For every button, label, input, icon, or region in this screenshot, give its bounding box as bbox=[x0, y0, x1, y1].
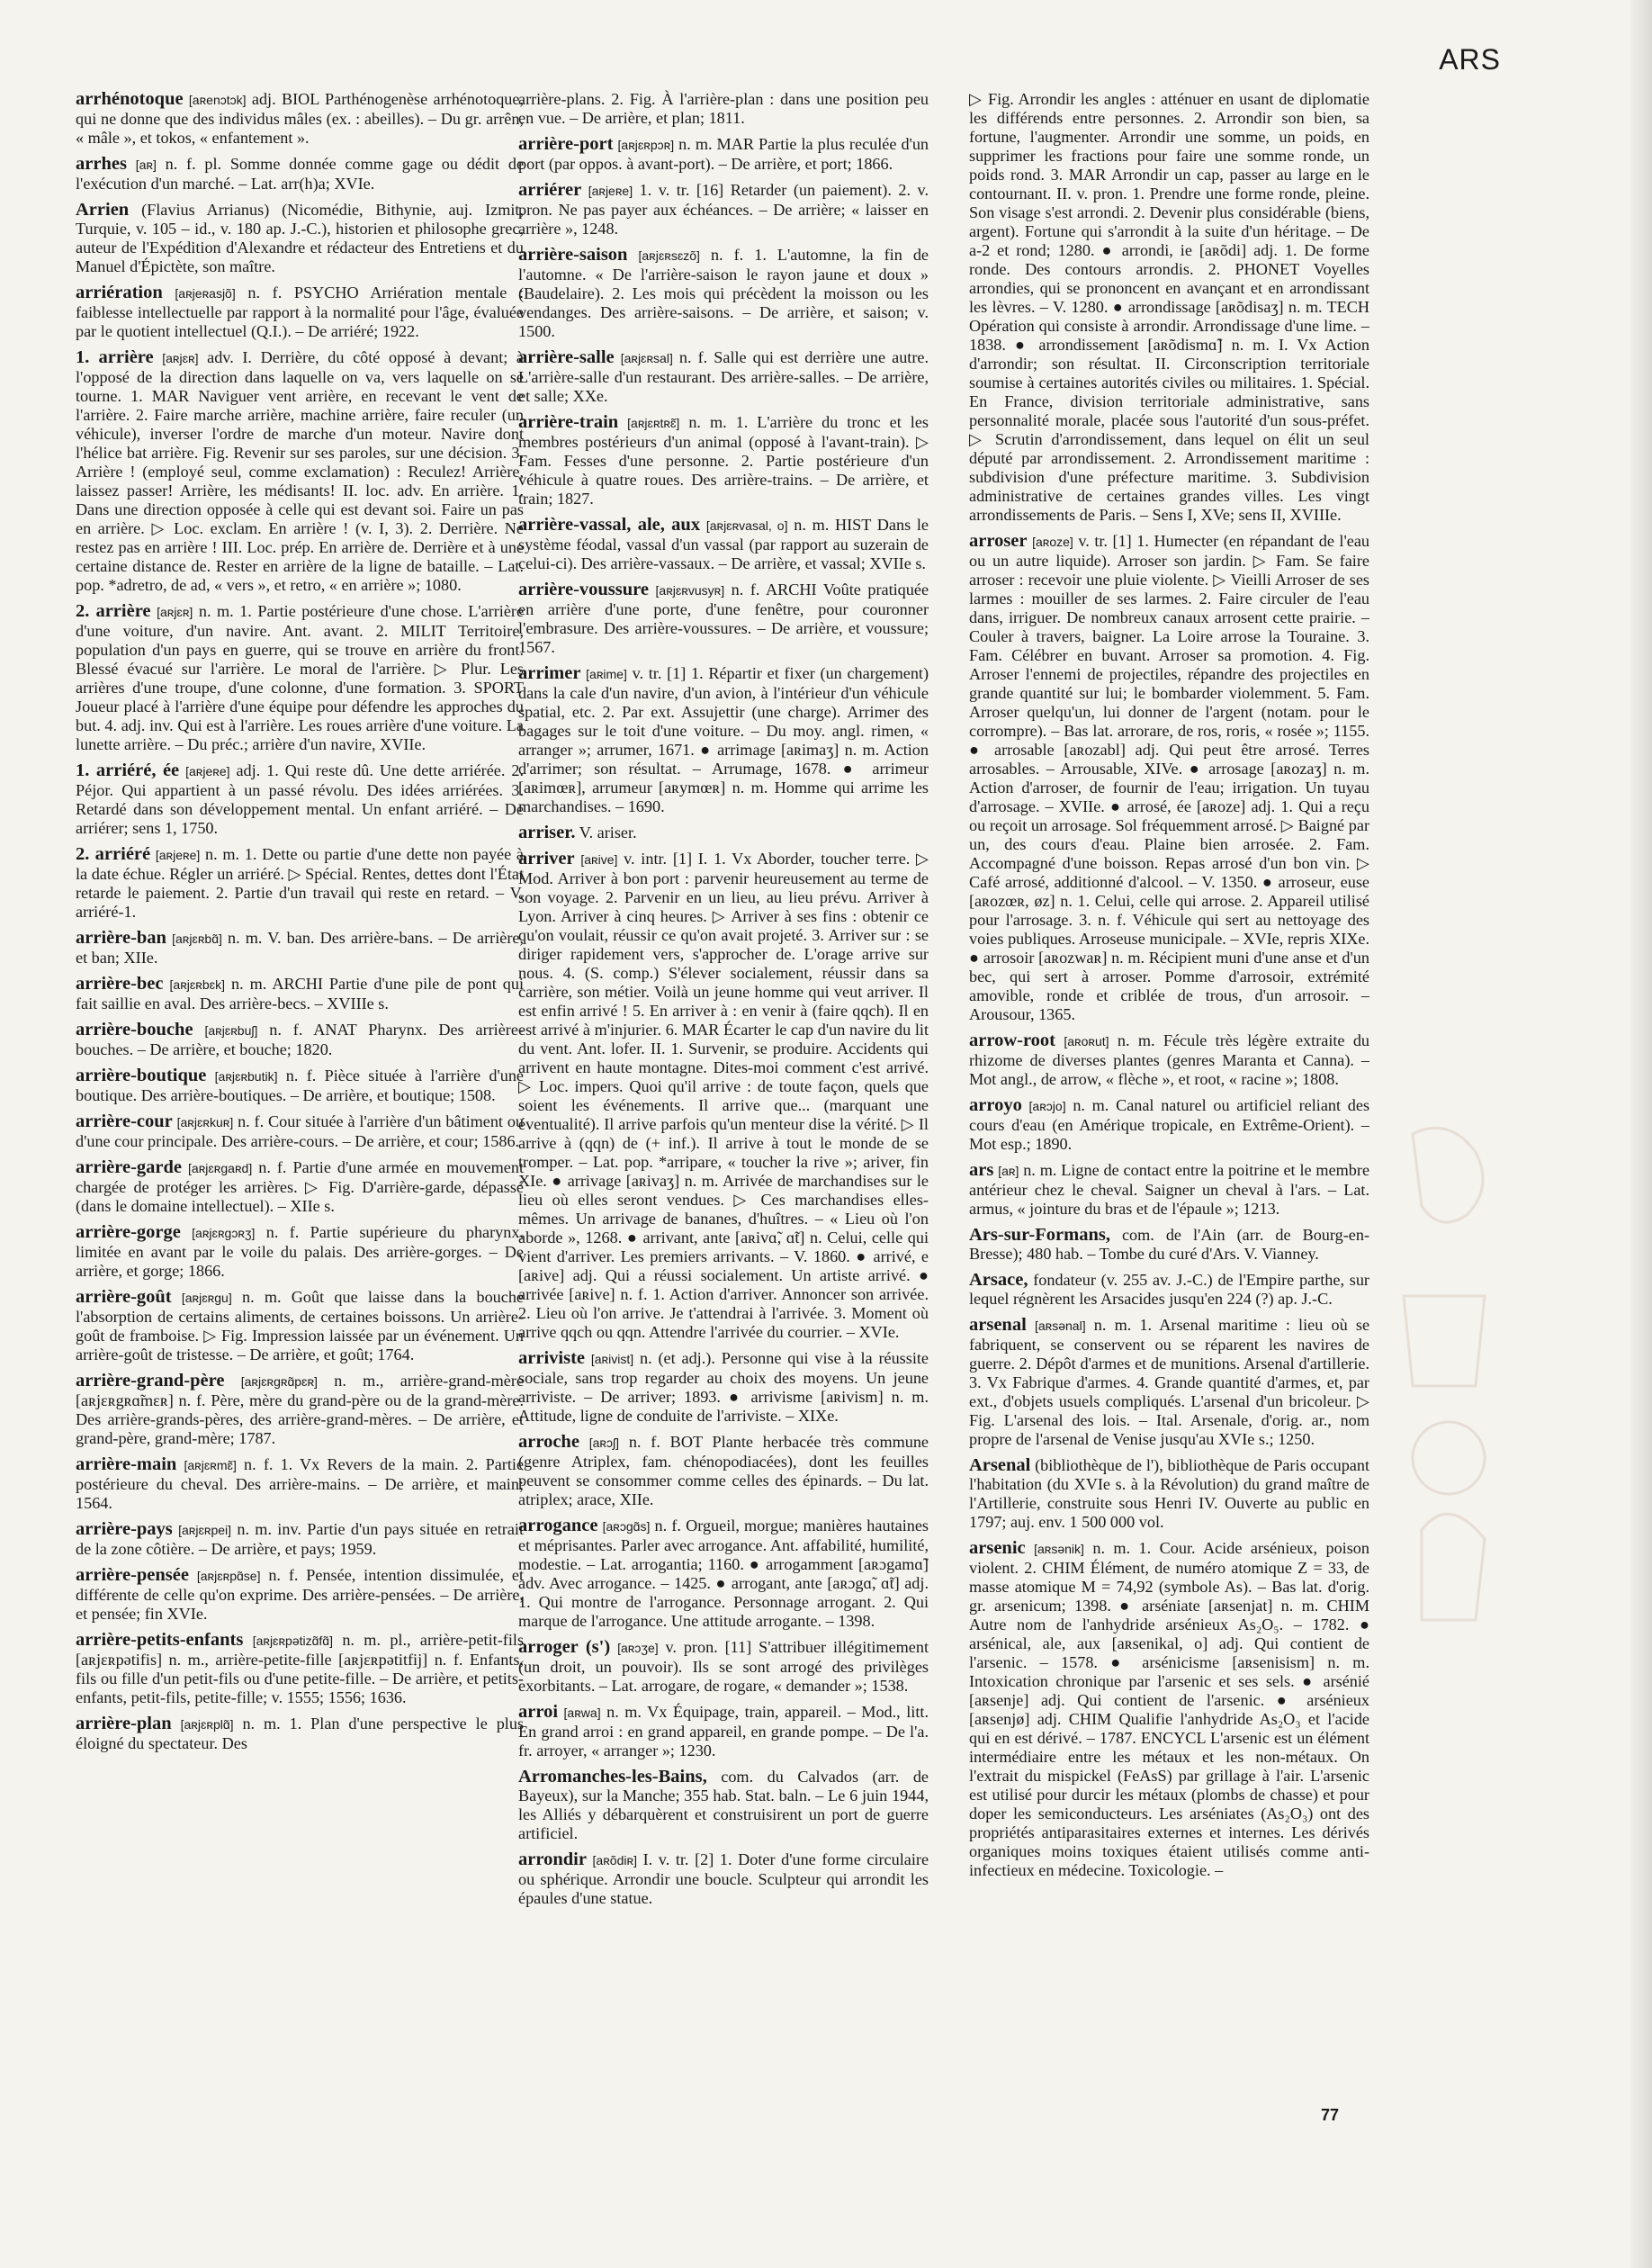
entry-pronunciation: [aʀive] bbox=[580, 852, 618, 867]
dictionary-entry bbox=[518, 516, 929, 573]
dictionary-entry bbox=[518, 413, 929, 508]
entry-definition: n. f. Pièce située à l'arrière d'une boutique. Des arrière-boutiques. – De arrière, et boutique; 1508. bbox=[76, 1066, 524, 1104]
dictionary-entry bbox=[969, 1096, 1369, 1154]
dictionary-entry bbox=[518, 135, 929, 174]
dictionary-entry bbox=[76, 1372, 524, 1448]
entry-pronunciation: [aʀjɛʀgʀɑ̃pɛʀ] bbox=[240, 1374, 318, 1389]
entry-headword: arrière-pays bbox=[76, 1519, 173, 1539]
entry-definition: (bibliothèque de l'), bibliothèque de Paris occupant l'habitation (du XVIe s. à la Révolution) du grand maître de l'Artillerie, construite sous Henri IV. Ouverte au public en 1797; auj. env. 1 500 000 vol. bbox=[969, 1456, 1369, 1531]
entry-pronunciation: [aʀjɛʀvasal, o] bbox=[705, 518, 788, 533]
entry-headword: arrhes bbox=[76, 154, 127, 174]
dictionary-entry bbox=[518, 90, 929, 128]
entry-definition: n. m. Canal naturel ou artificiel reliant des cours d'eau (en Amérique tropicale, en Extrême-Orient). – Mot esp.; 1890. bbox=[969, 1096, 1369, 1153]
column-2 bbox=[518, 90, 929, 2110]
entry-definition: n. (et adj.). Personne qui vise à la réussite sociale, sans trop regarder au choix des moyens. Un jeune arriviste. – De arriver; 1893. ● arrivisme [aʀivism] n. m. Attitude, ligne de conduite de l'arriviste. – XIXe. bbox=[518, 1349, 929, 1425]
entry-definition: n. m. Fécule très légère extraite du rhizome de diverses plantes (genres Maranta et Canna). – Mot angl., de arrow, « flèche », et root, « racine »; 1808. bbox=[969, 1031, 1369, 1088]
dictionary-entry bbox=[76, 761, 524, 838]
dictionary-entry bbox=[518, 850, 929, 1342]
entry-pronunciation: [aʀɔjo] bbox=[1028, 1099, 1066, 1113]
entry-definition: v. tr. [1] 1. Répartir et fixer (un chargement) dans la cale d'un navire, d'un avion, à l'intérieur d'un véhicule spatial, etc. 2. Par ext. Assujettir (une charge). Arrimer des bagages sur le toit d'une voiture. – Du moy. angl. rimen, « arranger »; arrumer, 1671. ● arrimage [aʀimaʒ] n. m. Action d'arrimer; son résultat. – Arrumage, 1678. ● arrimeur [aʀimœʀ], arrumeur [aʀymœʀ] n. m. Homme qui arrime les marchandises. – 1690. bbox=[518, 664, 929, 815]
dictionary-entry bbox=[518, 181, 929, 238]
entry-definition: n. f. Partie d'une armée en mouvement chargée de protéger les arrières. ▷ Fig. D'arrière-garde, dépassé (dans le domaine intellectuel). – XIIe s. bbox=[76, 1158, 524, 1215]
entry-definition: n. f. Orgueil, morgue; manières hautaines et méprisantes. Parler avec arrogance. Ant. affabilité, humilité, modestie. – Lat. arrogantia; 1160. ● arrogamment [aʀɔgamɑ̃] adv. Avec arrogance. – 1425. ● arrogant, ante [aʀɔgɑ̃, ɑ̃t] adj. 1. Qui montre de l'arrogance. Personnage arrogant. 2. Qui marque de l'arrogance. Une attitude arrogante. – 1398. bbox=[518, 1516, 929, 1630]
dictionary-entry bbox=[76, 1223, 524, 1281]
dictionary-entry bbox=[76, 1455, 524, 1513]
entry-definition: adj. BIOL Parthénogenèse arrhénotoque, qui ne donne que des individus mâles (ex. : abeilles). – Du gr. arrên, « mâle », et tokos, « enfantement ». bbox=[76, 90, 524, 147]
dictionary-entry bbox=[76, 155, 524, 194]
entry-pronunciation: [aʀjɛʀtʀɛ̃] bbox=[627, 416, 680, 430]
entry-pronunciation: [aʀjɛʀgaʀd] bbox=[188, 1161, 253, 1175]
dictionary-entry bbox=[969, 1161, 1369, 1219]
dictionary-entry bbox=[969, 1271, 1369, 1309]
entry-definition: fondateur (v. 255 av. J.-C.) de l'Empire parthe, sur lequel régnèrent les Arsacides jusqu'en 224 (?) ap. J.-C. bbox=[969, 1271, 1369, 1308]
entry-pronunciation: [aʀsənal] bbox=[1034, 1318, 1086, 1333]
dictionary-entry bbox=[76, 1288, 524, 1364]
entry-definition: n. m., arrière-grand-mère [aʀjɛʀgʀɑ̃mɛʀ] n. f. Père, mère du grand-père ou de la grand-mère. Des arrière-grands-pères, des arrière-grand-mères. – De arrière, et grand-père, grand-mère; 1787. bbox=[76, 1372, 524, 1447]
entry-pronunciation: [aʀsənik] bbox=[1034, 1542, 1084, 1556]
dictionary-entry bbox=[518, 1349, 929, 1426]
entry-pronunciation: [aʀjeʀasjõ] bbox=[175, 286, 236, 301]
entry-definition: n. m. 1. Arsenal maritime : lieu où se fabriquent, se conservent ou se réparent les navires de guerre. 2. Dépôt d'armes et de munitions. Arsenal d'artillerie. 3. Vx Fabrique d'armes. 4. Grande quantité d'armes, et, par ext., d'objets usuels compliqués. L'arsenal d'un bricoleur. ▷ Fig. L'arsenal des lois. – Ital. Arsenale, d'orig. ar., nom propre de l'arsenal de Venise jusqu'au XVIe s.; 1250. bbox=[969, 1316, 1369, 1448]
dictionary-entry bbox=[518, 580, 929, 657]
entry-pronunciation: [aʀoʀut] bbox=[1064, 1034, 1109, 1048]
entry-headword: arrow-root bbox=[969, 1030, 1056, 1050]
entry-headword: arsenic bbox=[969, 1538, 1026, 1558]
entry-definition: 1. v. tr. [16] Retarder (un paiement). 2. v. pron. Ne pas payer aux échéances. – De arrière; « laisser en arrière », 1248. bbox=[518, 181, 929, 238]
dictionary-entry bbox=[969, 90, 1369, 525]
entry-headword: arrière-cour bbox=[76, 1112, 173, 1131]
entry-definition: n. f. 1. Vx Revers de la main. 2. Partie postérieure du cheval. Des arrière-mains. – De arrière, et main; 1564. bbox=[76, 1455, 524, 1512]
dictionary-entry bbox=[518, 348, 929, 406]
entry-definition: v. intr. [1] I. 1. Vx Aborder, toucher terre. ▷ Mod. Arriver à bon port : parvenir heureusement au terme de son voyage. 2. Parvenir en un lieu, au lieu prévu. Arriver à Lyon. Arriver à cinq heures. ▷ Arriver à ses fins : obtenir ce qu'on voulait, réussir ce qu'on avait projeté. 3. Arriver sur : se diriger rapidement vers, s'approcher de. L'orage arrive sur nous. 4. (S. comp.) S'élever socialement, réussir dans sa carrière, son métier. Voilà un jeune homme qui veut arriver. Il est enfin arrivé ! 5. En arriver à : en venir à (faire qqch). Il en est arrivé à m'injurier. 6. MAR Écarter le cap d'un navire du lit du vent. Ant. lofer. II. 1. Survenir, se produire. Accidents qui arrivent en haute montagne. Dites-moi comment c'est arrivé. ▷ Loc. impers. Quoi qu'il arrive : de toute façon, quels que soient les événements. Il arrive que... (marquant une éventualité). Il arrive parfois qu'un menteur dise la vérité. ▷ Il arrive à (qqn) de (+ inf.). Il arrive à tout le monde de se tromper. – Lat. pop. *arripare, « toucher la rive »; ariver, fin XIe. ● arrivage [aʀivaʒ] n. m. Arrivée de marchandises sur le lieu où elles seront vendues. ▷ Ces marchandises elles-mêmes. Un arrivage de bananes, d'huîtres. – « Lieu où l'on aborde », 1268. ● arrivant, ante [aʀivɑ̃, ɑ̃t] n. Celui, celle qui vient d'arriver. Les premiers arrivants. – V. 1860. ● arrivé, e [aʀive] adj. Qui a réussi socialement. Un artiste arrivé. ● arrivée [aʀive] n. f. 1. Action d'arriver. Annoncer son arrivée. 2. Lieu où l'on arrive. Je t'attendrai à l'arrivée. 3. Moment où arrive qqch ou qqn. Attendre l'arrivée du courrier. – XVIe. bbox=[518, 850, 929, 1341]
entry-headword: arrière-ban bbox=[76, 928, 166, 948]
entry-pronunciation: [aʀjɛʀbɛk] bbox=[169, 977, 225, 992]
entry-definition: n. f. pl. Somme donnée comme gage ou dédit de l'exécution d'un marché. – Lat. arr(h)a; XVIe. bbox=[76, 155, 524, 193]
entry-definition: n. m. pl., arrière-petit-fils [aʀjɛʀpətifis] n. m., arrière-petite-fille [aʀjɛʀpətitfij] n. f. Enfants, fils ou fille d'un petit-fils ou d'une petite-fille. – De arrière, et petits-enfants, petit-fils, petite-fille; v. 1555; 1556; 1636. bbox=[76, 1631, 524, 1706]
entry-headword: arrimer bbox=[518, 663, 581, 683]
entry-headword: 2. arrière bbox=[76, 601, 151, 621]
entry-headword: arrière-petits-enfants bbox=[76, 1630, 244, 1650]
dictionary-entry bbox=[76, 201, 524, 276]
entry-headword: arrière-salle bbox=[518, 347, 615, 367]
column-3 bbox=[969, 90, 1369, 2110]
entry-definition: n. f. Partie supérieure du pharynx, limitée en avant par le voile du palais. Des arrière-gorges. – De arrière, et gorge; 1866. bbox=[76, 1223, 524, 1280]
entry-definition: I. v. tr. [2] 1. Doter d'une forme circulaire ou sphérique. Arrondir une boucle. Sculpteur qui arrondit les épaules d'une statue. bbox=[518, 1850, 929, 1907]
entry-headword: arrière-goût bbox=[76, 1287, 172, 1307]
entry-definition: n. m. 1. Partie postérieure d'une chose. L'arrière d'une voiture, d'un navire. Ant. avant. 2. MILIT Territoire, population d'un pays en guerre, qui se trouve en arrière du front. Blessé évacué sur l'arrière. Le moral de l'arrière. ▷ Plur. Les arrières d'une troupe, d'une colonne, d'une formation. 3. SPORT Joueur placé à l'arrière d'une équipe pour défendre les approches du but. 4. adj. inv. Qui est à l'arrière. Les roues arrière d'une voiture. La lunette arrière. – Du préc.; arrière d'un navire, XVIIe. bbox=[76, 602, 524, 753]
entry-headword: arsenal bbox=[969, 1315, 1027, 1335]
entry-definition: n. m. Ligne de contact entre la poitrine et le membre antérieur chez le cheval. Saigner un cheval à l'ars. – Lat. armus, « jointure du bras et de l'épaule »; 1213. bbox=[969, 1161, 1369, 1218]
entry-headword: arroser bbox=[969, 531, 1028, 551]
dictionary-entry bbox=[76, 90, 524, 148]
dictionary-entry bbox=[76, 1714, 524, 1753]
entry-headword: arrhénotoque bbox=[76, 90, 184, 109]
entry-headword: arriération bbox=[76, 283, 163, 302]
entry-definition: com. de l'Ain (arr. de Bourg-en-Bresse); 480 hab. – Tombe du curé d'Ars. V. Vianney. bbox=[969, 1226, 1369, 1263]
entry-pronunciation: [aʀjɛʀpɑ̃se] bbox=[196, 1569, 261, 1583]
entry-headword: 1. arriéré, ée bbox=[76, 760, 180, 780]
entry-pronunciation: [aʀjɛʀgɔʀʒ] bbox=[192, 1226, 256, 1240]
entry-pronunciation: [aʀjɛʀsal] bbox=[620, 351, 673, 365]
dictionary-entry bbox=[518, 1516, 929, 1631]
entry-pronunciation: [aʀjɛʀkuʀ] bbox=[176, 1115, 234, 1130]
dictionary-entry bbox=[76, 284, 524, 341]
dictionary-entry bbox=[76, 1520, 524, 1559]
entry-pronunciation: [aʀoze] bbox=[1032, 535, 1073, 549]
entry-definition: (Flavius Arrianus) (Nicomédie, Bithynie, auj. Izmit, Turquie, v. 105 – id., v. 180 ap. J.-C.), historien et philosophe grec, auteur de l'Expédition d'Alexandre et rédacteur des Entretiens et du Manuel d'Épictète, son maître. bbox=[76, 201, 524, 275]
entry-definition: adj. 1. Qui reste dû. Une dette arriérée. 2. Péjor. Qui appartient à un passé révolu. Des idées arriérées. 3. Retardé dans son développement mental. Un enfant arriéré. – De arriérer; sens 1, 1750. bbox=[76, 761, 524, 837]
entry-headword: Arromanches-les-Bains, bbox=[518, 1767, 707, 1786]
entry-pronunciation: [aʀwa] bbox=[563, 1706, 601, 1720]
entry-definition: n. m. MAR Partie la plus reculée d'un port (par oppos. à avant-port). – De arrière, et port; 1866. bbox=[518, 135, 929, 173]
entry-headword: arrondir bbox=[518, 1850, 587, 1869]
entry-pronunciation: [aʀjɛʀsɛzõ] bbox=[638, 248, 700, 263]
entry-headword: arrière-pensée bbox=[76, 1565, 189, 1585]
entry-pronunciation: [aʀjɛʀgu] bbox=[181, 1291, 232, 1305]
entry-definition: adv. I. Derrière, du côté opposé à devant; à l'opposé de la direction dans laquelle on va, vers laquelle on se tourne. 1. MAR Naviguer vent arrière, en recevant le vent de l'arrière. 2. Faire marche arrière, machine arrière, faire reculer (un véhicule), inverser l'ordre de marche d'un moteur. Navire dont l'hélice bat arrière. Fig. Revenir sur ses paroles, sur une décision. 3. Arrière ! (employé seul, comme exclamation) : Reculez! Arrière, laissez passer! Arrière, les médisants! II. loc. adv. En arrière. 1. Dans une direction opposée à celle qui est devant soi. Faire un pas en arrière. ▷ Loc. exclam. En arrière ! (v. I, 3). 2. Derrière. Ne restez pas en arrière ! III. Loc. prép. En arrière de. Derrière et à une certaine distance de. Rester en arrière de la ligne de bataille. – Lat. pop. *adretro, de ad, « vers », et retro, « en arrière »; 1080. bbox=[76, 348, 524, 594]
entry-headword: arrière-plan bbox=[76, 1714, 172, 1733]
entry-definition: ▷ Fig. Arrondir les angles : atténuer en usant de diplomatie les différends entre personnes. 2. Arrondir son bien, sa fortune, l'augmenter. Arrondir une somme, un poids, en supprimer les fractions pour faire une somme ronde, un poids rond. 3. MAR Arrondir un cap, passer au large en le contournant. II. v. pron. 1. Prendre une forme ronde, pleine. Son visage s'est arrondi. 2. Devenir plus considérable (biens, argent). Fortune qui s'arrondit à la suite d'un héritage. – De a-2 et rond; 1280. ● arrondi, ie [aʀõdi] adj. 1. De forme ronde. Des contours arrondis. 2. PHONET Voyelles arrondies, qui se prononcent en avançant et en arrondissant les lèvres. – V. 1280. ● arrondissage [aʀõdisaʒ] n. m. TECH Opération qui consiste à arrondir. Arrondissage d'une lime. – 1838. ● arrondissement [aʀõdismɑ̃] n. m. I. Vx Action d'arrondir; son résultat. II. Circonscription territoriale soumise à certaines autorités civiles ou militaires. 1. Spécial. En France, division territoriale administrative, sans personnalité morale, placée sous l'autorité d'un sous-préfet. ▷ Scrutin d'arrondissement, dans lequel on élit un seul député par arrondissement. 2. Arrondissement maritime : subdivision d'une préfecture maritime. 3. Subdivision administrative de certaines grandes villes. Les vingt arrondissements de Paris. – Sens I, XVe; sens II, XVIIIe. bbox=[969, 90, 1369, 524]
entry-definition: n. m. 1. L'arrière du tronc et les membres postérieurs d'un animal (opposé à l'avant-train). ▷ Fam. Fesses d'une personne. 2. Partie postérieure d'un véhicule à quatre roues. Des arrière-trains. – De arrière, et train; 1827. bbox=[518, 413, 929, 508]
entry-pronunciation: [aʀivist] bbox=[590, 1352, 634, 1366]
dictionary-entry bbox=[518, 1703, 929, 1760]
entry-definition: n. m. Vx Équipage, train, appareil. – Mod., litt. En grand arroi : en grand appareil, en grande pompe. – De l'a. fr. arroyer, « arranger »; 1230. bbox=[518, 1703, 929, 1760]
entry-headword: arroche bbox=[518, 1432, 579, 1452]
dictionary-entry bbox=[518, 824, 929, 842]
entry-definition: n. f. Cour située à l'arrière d'un bâtiment ou d'une cour principale. Des arrière-cours. – De arrière, et cour; 1586. bbox=[76, 1112, 524, 1150]
entry-headword: arrière-garde bbox=[76, 1157, 182, 1177]
column-1 bbox=[76, 90, 524, 2110]
entry-pronunciation: [aʀõdiʀ] bbox=[592, 1853, 637, 1868]
dictionary-entry bbox=[518, 1638, 929, 1696]
dictionary-entry bbox=[76, 975, 524, 1013]
entry-definition: n. f. Pensée, intention dissimulée, et différente de celle qu'on exprime. Des arrière-pensées. – De arrière, et pensée; fin XVIe. bbox=[76, 1566, 524, 1623]
entry-headword: arrière-port bbox=[518, 134, 614, 154]
dictionary-entry bbox=[518, 246, 929, 341]
dictionary-entry bbox=[76, 1566, 524, 1624]
dictionary-entry bbox=[76, 1112, 524, 1151]
entry-headword: arroyo bbox=[969, 1095, 1022, 1115]
entry-definition: n. m. V. ban. Des arrière-bans. – De arrière, et ban; XIIe. bbox=[76, 929, 524, 967]
entry-definition: v. tr. [1] 1. Humecter (en répandant de l'eau ou un autre liquide). Arroser son jardin. ▷ Fam. Se faire arroser : recevoir une pluie violente. ▷ Vieilli Arroser de ses larmes : mouiller de ses larmes. 2. Faire circuler de l'eau dans, irriguer. De nombreux canaux arrosent cette prairie. – Couler à travers, baigner. La Loire arrose la Touraine. 3. Fam. Célébrer en buvant. Arroser sa promotion. 4. Fig. Arroser l'ennemi de projectiles, répandre des projectiles en grande quantité sur lui; le bombarder violemment. 5. Fam. Arroser quelqu'un, lui donner de l'argent (notam. pour le corrompre). – Bas lat. arrorare, de ros, roris, « rosée »; 1155. ● arrosable [aʀozabl] adj. Qui peut être arrosé. Terres arrosables. – Arrousable, XIVe. ● arrosage [aʀozaʒ] n. m. Action d'arroser, de fournir de l'eau; irrigation. Un tuyau d'arrosage. – XVIIe. ● arrosé, ée [aʀoze] adj. 1. Qui a reçu ou reçoit un arrosage. Sol fréquemment arrosé. ▷ Baigné par un, des cours d'eau. Plaine bien arrosée. 2. Fam. Accompagné d'une boisson. Repas arrosé d'un bon vin. ▷ Café arrosé, additionné d'alcool. – V. 1350. ● arroseur, euse [aʀozœʀ, øz] n. 1. Celui, celle qui arrose. 2. Appareil utilisé pour l'arrosage. 3. n. f. Véhicule qui sert au nettoyage des voies publiques. Arroseuse municipale. – XVIe, repris XIXe. ● arrosoir [aʀozwaʀ] n. m. Récipient muni d'une anse et d'un bec, qui sert à arroser. Pomme d'arrosoir, extrémité amovible, ronde et criblée de trous, d'un arrosoir. – Arousour, 1365. bbox=[969, 532, 1369, 1023]
dictionary-entry bbox=[76, 1021, 524, 1059]
entry-pronunciation: [aʀjɛʀpei] bbox=[178, 1523, 232, 1537]
entry-headword: arriser. bbox=[518, 823, 576, 842]
entry-definition: n. m. 1. Cour. Acide arsénieux, poison violent. 2. CHIM Élément, de numéro atomique Z = 33, de masse atomique M = 74,92 (symbole As). – Bas lat. d'orig. gr. arsenicum; 1398. ● arséniate [aʀsenjat] n. m. CHIM Autre nom de l'anhydride arsénieux As₂O₅. – 1782. ● arsénical, ale, aux [aʀsenikal, o] adj. Qui contient de l'arsenic. – 1578. ● arsénicisme [aʀsenisism] n. m. Intoxication chronique par l'arsenic et ses sels. ● arsénié [aʀsenje] adj. Qui contient de l'arsenic. ● arsénieux [aʀsenjø] adj. CHIM Qualifie l'anhydride As₂O₃ et l'acide qui en est dérivé. – 1787. ENCYCL L'arsenic est un élément intermédiaire entre les métaux et les non-métaux. On l'extrait du mispickel (FeAsS) par grillage à l'air. L'arsenic est utilisé pour durcir les métaux (plombs de chasse) et pour doper les semiconducteurs. Les arséniates (As₂O₃) ont des propriétés antiparasitaires externes et internes. Les dérivés organiques moins toxiques étaient utilisés comme anti-infectieux en médecine. Toxicologie. – bbox=[969, 1539, 1369, 1879]
entry-headword: 1. arrière bbox=[76, 347, 154, 367]
dictionary-entry bbox=[969, 1539, 1369, 1880]
entry-pronunciation: [aʀ] bbox=[135, 158, 157, 172]
entry-definition: n. f. Salle qui est derrière une autre. L'arrière-salle d'un restaurant. Des arrière-salles. – De arrière, et salle; XXe. bbox=[518, 348, 929, 405]
entry-definition: n. m. inv. Partie d'un pays située en retrait de la zone côtière. – De arrière, et pays; 1959. bbox=[76, 1520, 524, 1558]
entry-pronunciation: [aʀjɛʀbutik] bbox=[214, 1069, 278, 1084]
entry-pronunciation: [aʀjɛʀpətizɑ̃fɑ̃] bbox=[252, 1634, 333, 1648]
entry-pronunciation: [aʀ] bbox=[998, 1164, 1019, 1178]
page-number: 77 bbox=[1321, 2106, 1340, 2124]
entry-definition: n. m. ARCHI Partie d'une pile de pont qui fait saillie en aval. Des arrière-becs. – XVIIIe s. bbox=[76, 975, 524, 1012]
page-edge bbox=[1630, 0, 1652, 2268]
entry-headword: arrogance bbox=[518, 1516, 598, 1535]
entry-definition: n. m. 1. Plan d'une perspective le plus éloigné du spectateur. Des bbox=[76, 1714, 524, 1752]
entry-headword: arroger (s') bbox=[518, 1637, 611, 1657]
dictionary-entry bbox=[969, 1456, 1369, 1532]
entry-pronunciation: [aʀjeʀe] bbox=[185, 764, 230, 778]
dictionary-entry bbox=[518, 1768, 929, 1843]
entry-pronunciation: [aʀɔʒe] bbox=[617, 1641, 659, 1655]
entry-pronunciation: [aʀjeʀe] bbox=[588, 184, 633, 198]
entry-pronunciation: [aʀjɛʀmɛ̃] bbox=[184, 1458, 237, 1472]
entry-pronunciation: [aʀjɛʀplɑ̃] bbox=[180, 1717, 234, 1732]
entry-definition: V. ariser. bbox=[579, 824, 637, 842]
entry-definition: n. f. BOT Plante herbacée très commune (genre Atriplex, fam. chénopodiacées), dont les feuilles peuvent se consommer comme celles des épinards. – Du lat. atriplex; arace, XIIe. bbox=[518, 1433, 929, 1508]
dictionary-entry bbox=[969, 1226, 1369, 1264]
entry-headword: arrière-vassal, ale, aux bbox=[518, 515, 701, 535]
dictionary-entry bbox=[518, 1850, 929, 1908]
entry-pronunciation: [aʀjɛʀ] bbox=[162, 351, 199, 365]
entry-pronunciation: [aʀɔʃ] bbox=[588, 1436, 620, 1450]
entry-definition: n. m. HIST Dans le système féodal, vassal d'un vassal (par rapport au suzerain de celui-ci). Des arrière-vassaux. – De arrière, et vassal; XVIIe s. bbox=[518, 516, 929, 572]
dictionary-entry bbox=[969, 532, 1369, 1024]
entry-definition: n. f. 1. L'automne, la fin de l'automne. « De l'arrière-saison le rayon jaune et doux » (Baudelaire). 2. Les mois qui précèdent la moisson ou les vendanges. Des arrière-saisons. – De arrière, et saison; v. 1500. bbox=[518, 246, 929, 340]
entry-definition: n. f. PSYCHO Arriération mentale : faiblesse intellectuelle par rapport à la normalité pour l'âge, évaluée par le quotient intellectuel (Q.I.). – De arriéré; 1922. bbox=[76, 284, 524, 340]
entry-headword: Arsace, bbox=[969, 1270, 1028, 1290]
entry-definition: n. f. ANAT Pharynx. Des arrière-bouches. – De arrière, et bouche; 1820. bbox=[76, 1021, 524, 1058]
dictionary-entry bbox=[969, 1316, 1369, 1449]
entry-headword: 2. arriéré bbox=[76, 844, 151, 864]
entry-pronunciation: [aʀenɔtɔk] bbox=[188, 93, 247, 107]
entry-pronunciation: [aʀjeʀe] bbox=[155, 848, 201, 862]
entry-headword: arrière-train bbox=[518, 412, 619, 432]
entry-definition: com. du Calvados (arr. de Bayeux), sur la Manche; 355 hab. Stat. baln. – Le 6 juin 1944, les Alliés y débarquèrent et construisirent un port de guerre artificiel. bbox=[518, 1768, 929, 1842]
dictionary-entry bbox=[76, 1158, 524, 1216]
faded-illustration bbox=[1377, 1116, 1521, 1674]
dictionary-entry bbox=[76, 845, 524, 922]
entry-headword: arrière-main bbox=[76, 1454, 177, 1474]
entry-headword: arrière-grand-père bbox=[76, 1371, 225, 1390]
entry-definition: n. f. ARCHI Voûte pratiquée en arrière d'une porte, d'une fenêtre, pour couronner l'embrasure. Des arrière-voussures. – De arrière, et voussure; 1567. bbox=[518, 580, 929, 656]
entry-headword: arrière-boutique bbox=[76, 1066, 207, 1085]
dictionary-entry bbox=[76, 602, 524, 754]
entry-headword: arrière-gorge bbox=[76, 1222, 181, 1242]
entry-definition: n. m. 1. Dette ou partie d'une dette non payée à la date échue. Régler un arriéré. ▷ Spécial. Rentes, dettes dont l'État retarde le paiement. 2. Partie d'un travail qui reste en retard. – V. arriéré-1. bbox=[76, 845, 524, 921]
entry-headword: arriver bbox=[518, 849, 575, 868]
entry-pronunciation: [aʀjɛʀ] bbox=[157, 605, 193, 619]
running-head: ARS bbox=[1439, 43, 1501, 76]
dictionary-entry bbox=[969, 1031, 1369, 1089]
entry-headword: arriérer bbox=[518, 180, 582, 200]
entry-pronunciation: [aʀjɛʀvusyʀ] bbox=[655, 583, 725, 598]
entry-pronunciation: [aʀjɛʀbuʃ] bbox=[204, 1023, 258, 1038]
dictionary-entry bbox=[76, 1066, 524, 1105]
entry-pronunciation: [aʀjɛʀbɑ̃] bbox=[172, 932, 222, 946]
entry-headword: Ars-sur-Formans, bbox=[969, 1225, 1110, 1245]
entry-pronunciation: [aʀɔgɑ̃s] bbox=[602, 1519, 651, 1534]
dictionary-entry bbox=[518, 664, 929, 816]
entry-headword: arrière-voussure bbox=[518, 580, 649, 599]
dictionary-entry bbox=[518, 1433, 929, 1509]
dictionary-entry bbox=[76, 929, 524, 968]
entry-headword: arrière-bec bbox=[76, 974, 164, 994]
entry-headword: arriviste bbox=[518, 1348, 585, 1368]
entry-headword: ars bbox=[969, 1160, 994, 1180]
entry-definition: n. m. Goût que laisse dans la bouche l'absorption de certains aliments, de certaines boissons. Un arrière-goût de framboise. ▷ Fig. Impression laissée par un événement. Un arrière-goût de tristesse. – De arrière, et goût; 1764. bbox=[76, 1288, 524, 1364]
entry-pronunciation: [aʀjɛʀpɔʀ] bbox=[617, 138, 675, 152]
entry-headword: Arrien bbox=[76, 200, 130, 220]
entry-headword: arrière-saison bbox=[518, 245, 628, 265]
entry-headword: Arsenal bbox=[969, 1455, 1031, 1475]
dictionary-entry bbox=[76, 348, 524, 595]
dictionary-entry bbox=[76, 1631, 524, 1707]
entry-definition: v. pron. [11] S'attribuer illégitimement (un droit, un pouvoir). Ils se sont arrogé des privilèges exorbitants. – Lat. arrogare, de rogare, « demander »; 1538. bbox=[518, 1638, 929, 1695]
entry-headword: arroi bbox=[518, 1702, 559, 1722]
entry-definition: arrière-plans. 2. Fig. À l'arrière-plan : dans une position peu en vue. – De arrière, et plan; 1811. bbox=[518, 90, 929, 127]
entry-headword: arrière-bouche bbox=[76, 1020, 193, 1040]
entry-pronunciation: [aʀime] bbox=[586, 667, 627, 681]
